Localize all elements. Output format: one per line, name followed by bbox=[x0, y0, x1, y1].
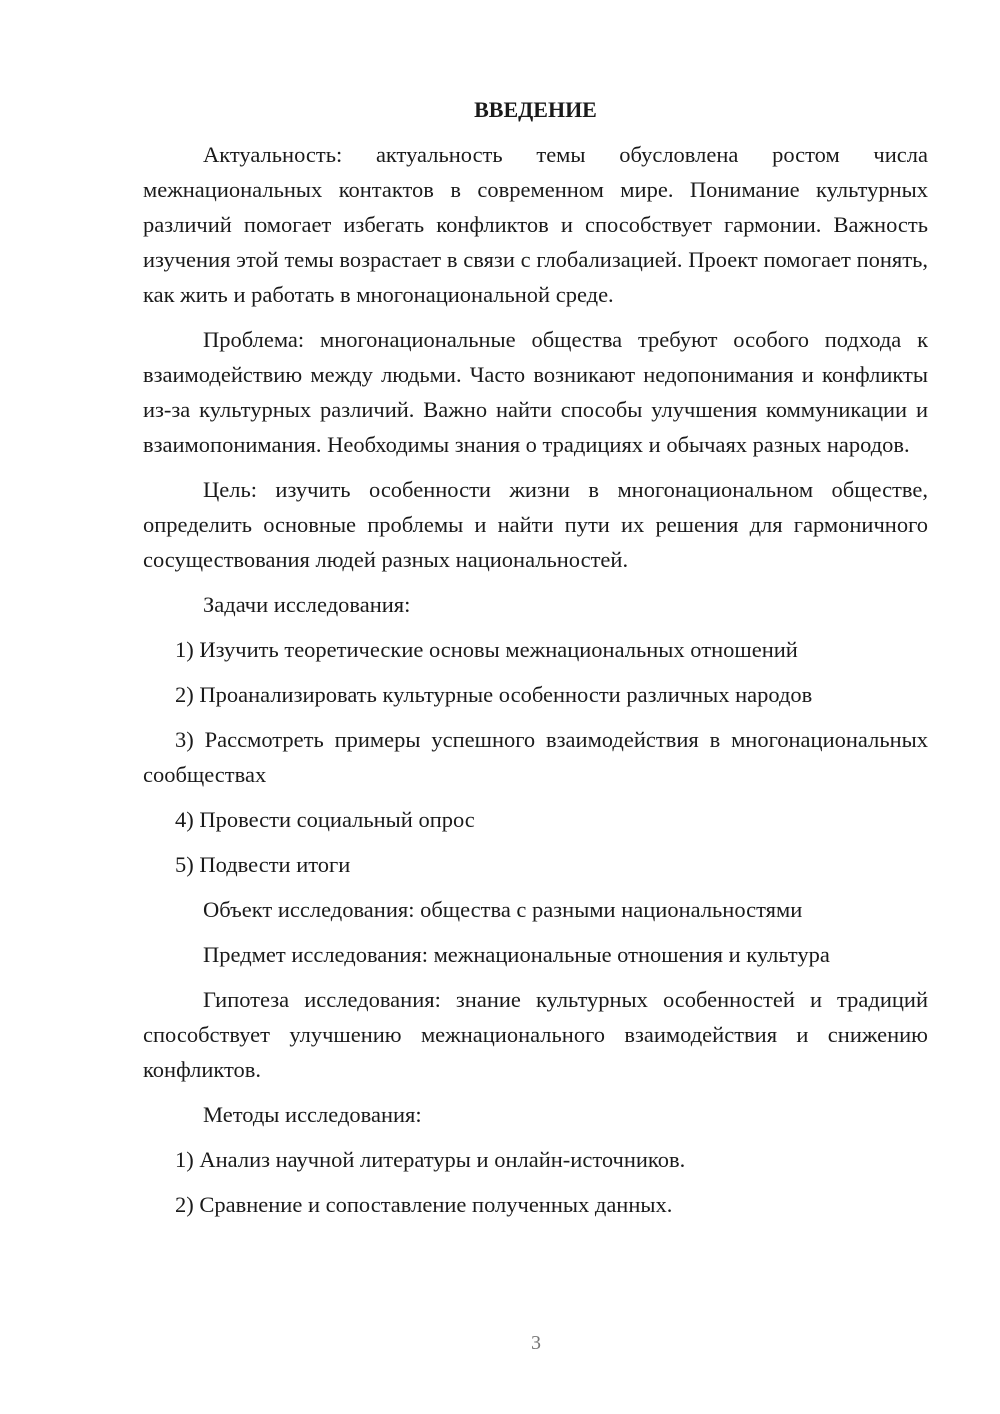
goal-paragraph: Цель: изучить особенности жизни в многонациональном обществе, определить основные проблемы и найти пути их решения для гармоничного сосуществования людей разных национальностей. bbox=[143, 477, 928, 572]
task-item-1: 1) Изучить теоретические основы межнациональных отношений bbox=[175, 637, 798, 662]
page-number: 3 bbox=[531, 1332, 541, 1354]
subject-line: Предмет исследования: межнациональные отношения и культура bbox=[203, 942, 830, 967]
hypothesis-paragraph: Гипотеза исследования: знание культурных особенностей и традиций способствует улучшению межнационального взаимодействия и снижению конфликтов. bbox=[143, 987, 928, 1082]
method-item-1: 1) Анализ научной литературы и онлайн-источников. bbox=[175, 1147, 686, 1172]
problem-paragraph: Проблема: многонациональные общества требуют особого подхода к взаимодействию между людьми. Часто возникают недопонимания и конфликты из-за культурных различий. Важно найти способы улучшения коммуникации и взаимопонимания. Необходимы знания о традициях и обычаях разных народов. bbox=[143, 327, 928, 457]
method-item-2: 2) Сравнение и сопоставление полученных данных. bbox=[175, 1192, 673, 1217]
document-page bbox=[143, 92, 928, 1232]
task-item-4: 4) Провести социальный опрос bbox=[175, 807, 475, 832]
methods-heading: Методы исследования: bbox=[203, 1102, 422, 1127]
tasks-heading: Задачи исследования: bbox=[203, 592, 411, 617]
page-title: ВВЕДЕНИЕ bbox=[474, 97, 597, 122]
task-item-5: 5) Подвести итоги bbox=[175, 852, 351, 877]
relevance-paragraph: Актуальность: актуальность темы обусловлена ростом числа межнациональных контактов в современном мире. Понимание культурных различий помогает избегать конфликтов и способствует гармонии. Важность изучения этой темы возрастает в связи с глобализацией. Проект помогает понять, как жить и работать в многонациональной среде. bbox=[143, 142, 928, 307]
object-line: Объект исследования: общества с разными национальностями bbox=[203, 897, 803, 922]
task-item-2: 2) Проанализировать культурные особенности различных народов bbox=[175, 682, 813, 707]
task-item-3: 3) Рассмотреть примеры успешного взаимодействия в многонациональных сообществах bbox=[143, 727, 928, 787]
